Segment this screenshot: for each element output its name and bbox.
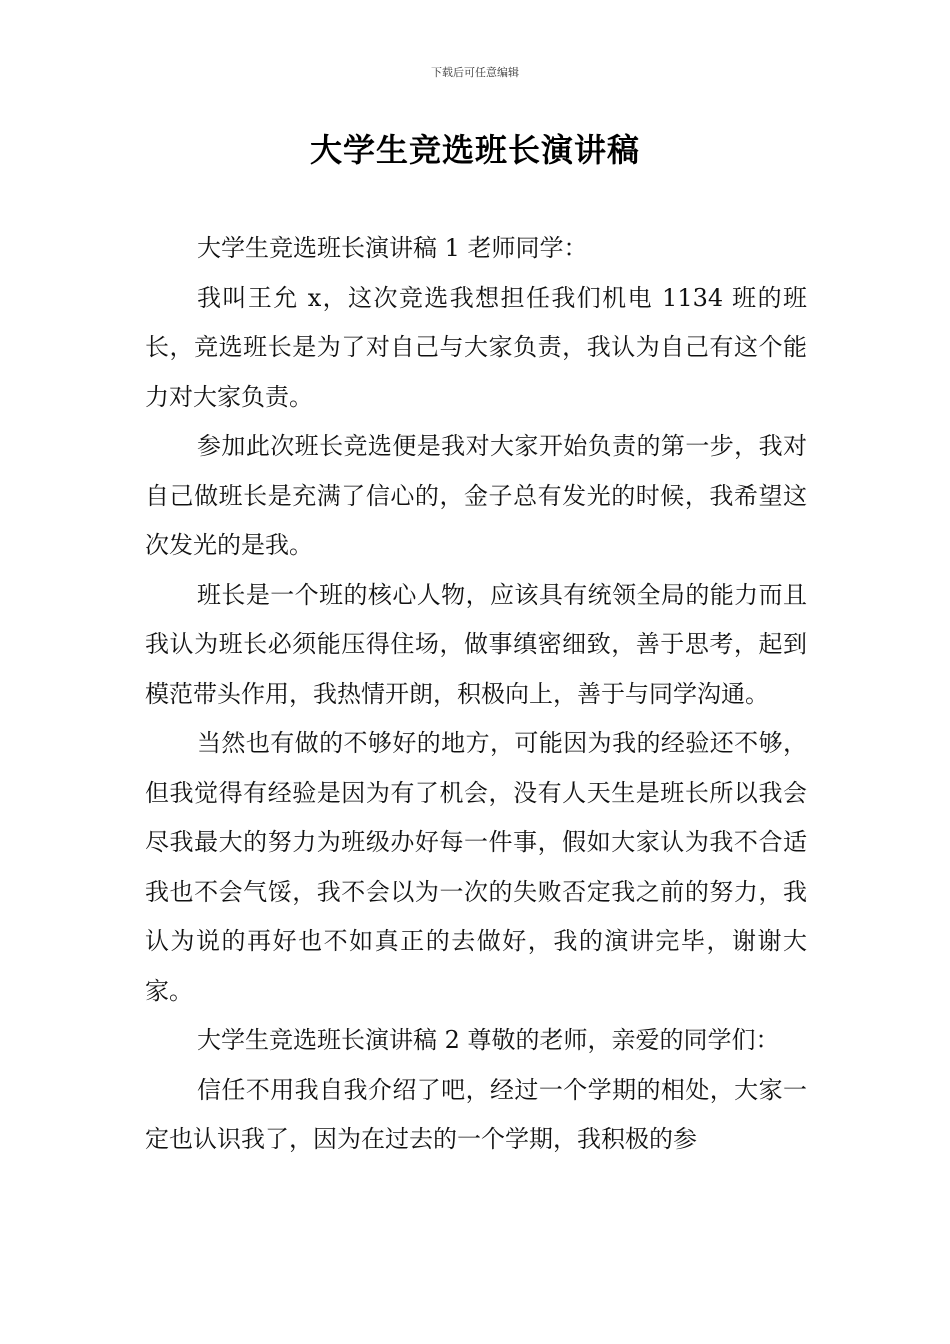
paragraph: 我叫王允 x，这次竞选我想担任我们机电 1134 班的班长，竞选班长是为了对自己与大家负责，我认为自己有这个能力对大家负责。 (145, 283, 807, 411)
document-title: 大学生竞选班长演讲稿 (309, 131, 640, 169)
paragraph: 参加此次班长竞选便是我对大家开始负责的第一步，我对自己做班长是充满了信心的，金子总有发光的时候，我希望这次发光的是我。 (145, 432, 807, 559)
header-note: 下载后可任意编辑 (431, 66, 519, 79)
paragraph: 大学生竞选班长演讲稿 2 尊敬的老师，亲爱的同学们： (197, 1026, 780, 1054)
paragraph: 信任不用我自我介绍了吧，经过一个学期的相处，大家一定也认识我了，因为在过去的一个学期，我积极的参 (145, 1075, 807, 1153)
document-body (145, 224, 807, 1165)
paragraph: 大学生竞选班长演讲稿 1 老师同学： (197, 234, 588, 262)
paragraph: 当然也有做的不够好的地方，可能因为我的经验还不够，但我觉得有经验是因为有了机会，没有人天生是班长所以我会尽我最大的努力为班级办好每一件事，假如大家认为我不合适我也不会气馁，我不会以为一次的失败否定我之前的努力，我认为说的再好也不如真正的去做好，我的演讲完毕，谢谢大家。 (145, 729, 807, 1005)
paragraph: 班长是一个班的核心人物，应该具有统领全局的能力而且我认为班长必须能压得住场，做事缜密细致，善于思考，起到模范带头作用，我热情开朗，积极向上，善于与同学沟通。 (145, 580, 807, 708)
